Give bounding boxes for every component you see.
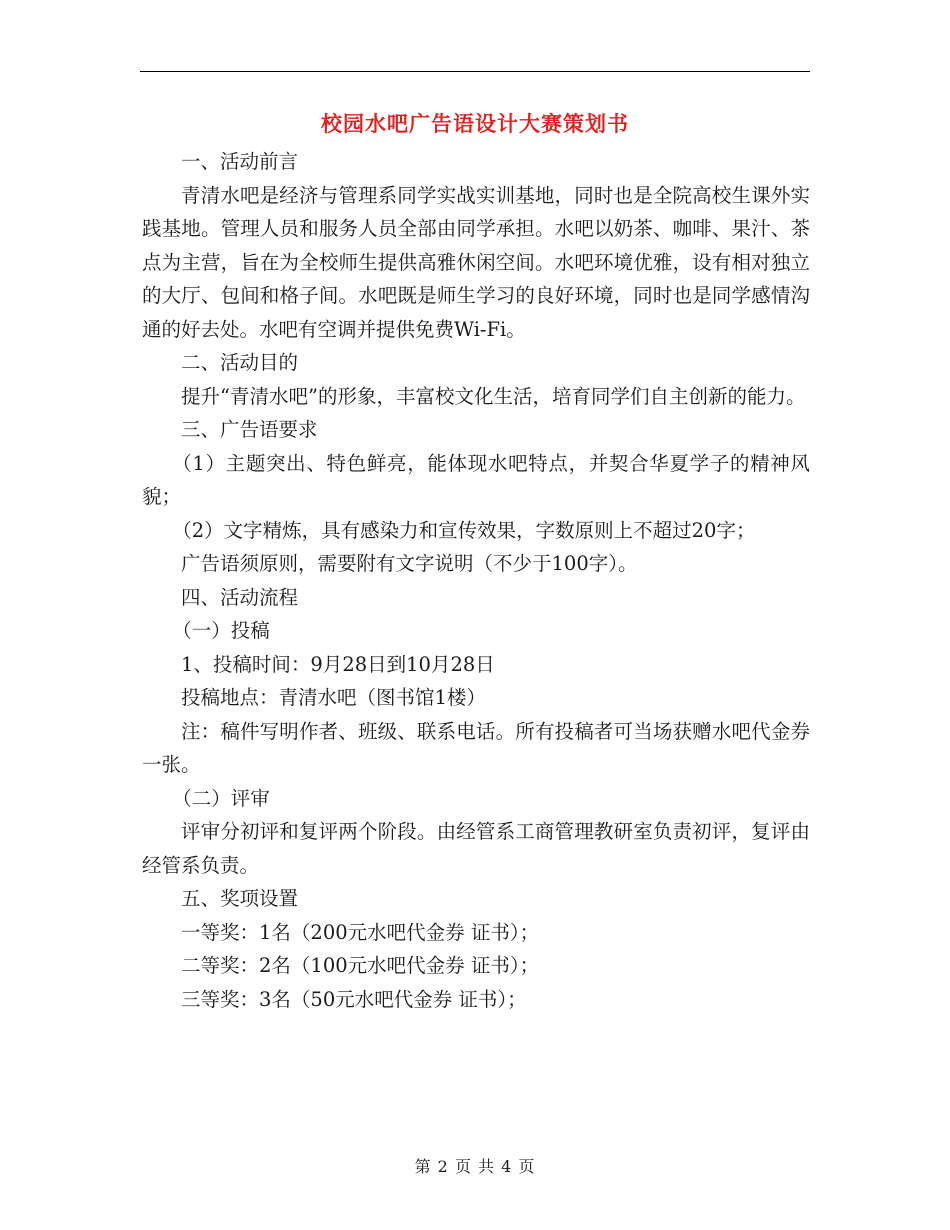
- paragraph-submit-place: 投稿地点：青清水吧（图书馆1楼）: [181, 686, 486, 709]
- paragraph-req-3: 广告语须原则，需要附有文字说明（不少于100字）。: [181, 552, 638, 575]
- paragraph-submit-time: 1、投稿时间：9月28日到10月28日: [181, 652, 495, 676]
- paragraph-prize-1: 一等奖：1名（200元水吧代金券 证书）；: [181, 920, 540, 944]
- paragraph-sub-2: （二）评审: [172, 786, 270, 810]
- header-rule: [140, 71, 810, 72]
- paragraph-sub-1: （一）投稿: [172, 619, 270, 642]
- paragraph-prize-3: 三等奖：3名（50元水吧代金券 证书）；: [181, 987, 527, 1011]
- paragraph-heading-4: 四、活动流程: [181, 585, 299, 609]
- paragraph-heading-3: 三、广告语要求: [181, 418, 318, 441]
- document-body: [142, 145, 810, 1016]
- paragraph-heading-5: 五、奖项设置: [181, 887, 299, 910]
- paragraph-req-1: （1）主题突出、特色鲜亮，能体现水吧特点，并契合华夏学子的精神风貌；: [142, 451, 810, 508]
- paragraph-req-2: （2）文字精炼，具有感染力和宣传效果，字数原则上不超过20字；: [172, 518, 756, 542]
- document-title: 校园水吧广告语设计大赛策划书: [321, 111, 629, 136]
- paragraph-prize-2: 二等奖：2名（100元水吧代金券 证书）；: [181, 954, 540, 977]
- paragraph-review: 评审分初评和复评两个阶段。由经管系工商管理教研室负责初评，复评由经管系负责。: [142, 820, 810, 877]
- paragraph-heading-1: 一、活动前言: [181, 150, 299, 173]
- paragraph-purpose: 提升“青清水吧”的形象，丰富校文化生活，培育同学们自主创新的能力。: [181, 384, 806, 408]
- page-number-footer: 第 2 页 共 4 页: [414, 1157, 536, 1176]
- paragraph-heading-2: 二、活动目的: [181, 351, 299, 374]
- paragraph-intro: 青清水吧是经济与管理系同学实战实训基地，同时也是全院高校生课外实践基地。管理人员和服务人员全部由同学承担。水吧以奶茶、咖啡、果汁、茶点为主营，旨在为全校师生提供高雅休闲空间。水吧环境优雅，设有相对独立的大厅、包间和格子间。水吧既是师生学习的良好环境，同时也是同学感情沟通的好去处。水吧有空调并提供免费Wi-Fi。: [142, 183, 810, 341]
- paragraph-submit-note: 注：稿件写明作者、班级、联系电话。所有投稿者可当场获赠水吧代金券一张。: [142, 719, 810, 776]
